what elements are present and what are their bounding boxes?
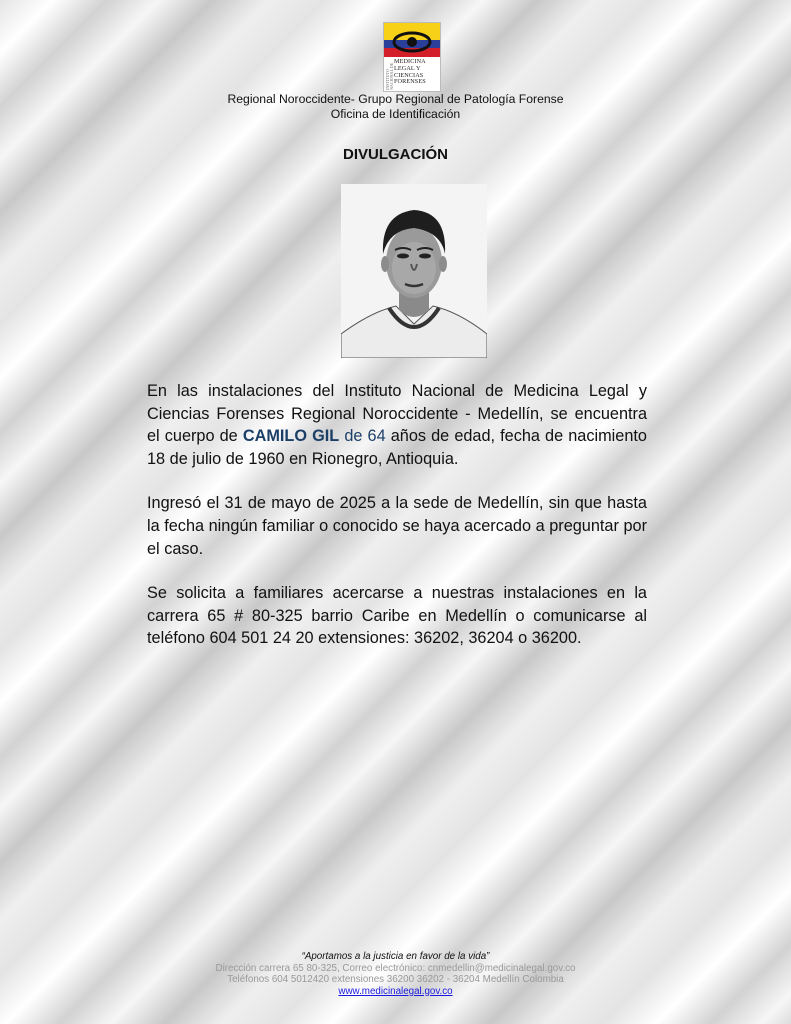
footer-address: Dirección carrera 65 80-325, Correo electrónico: cnmedellin@medicinalegal.gov.co — [215, 962, 576, 974]
notice-paragraph-3: Se solicita a familiares acercarse a nuestras instalaciones en la carrera 65 # 80-325 barrio Caribe en Medellín o comunicarse al teléfono 604 501 24 20 extensiones: 36202, 36204 o 36200. — [147, 584, 647, 648]
page-footer — [0, 951, 791, 997]
notice-paragraph-2: Ingresó el 31 de mayo de 2025 a la sede de Medellín, sin que hasta la fecha ningún familiar o conocido se haya acercado a preguntar por el caso. — [147, 494, 647, 558]
portrait-image — [341, 184, 487, 358]
notice-paragraph-1: En las instalaciones del Instituto Nacional de Medicina Legal y Ciencias Forenses Regional Noroccidente - Medellín, se encuentra el cuerpo de CAMILO GIL de 64 años de edad, fecha de nacimiento 18 de julio de 1960 en Rionegro, Antioquia. — [147, 382, 647, 468]
page-title: DIVULGACIÓN — [343, 146, 448, 163]
logo-vertical-text: INSTITUTO NACIONAL DE — [385, 62, 394, 90]
person-name: CAMILO GIL — [242, 427, 340, 446]
footer-phones: Teléfonos 604 5012420 extensiones 36200 36202 - 36204 Medellín Colombia — [227, 974, 564, 985]
institution-logo — [383, 22, 441, 92]
notice-body — [147, 380, 647, 672]
logo-eye-icon — [384, 23, 440, 57]
header-regional: Regional Noroccidente- Grupo Regional de Patología Forense — [227, 92, 564, 106]
header-office: Oficina de Identificación — [330, 106, 461, 121]
footer-website-link[interactable]: www.medicinalegal.gov.co — [338, 985, 453, 997]
logo-text: MEDICINA LEGAL Y CIENCIAS FORENSES — [394, 58, 426, 86]
person-age: de 64 — [339, 427, 386, 446]
person-photo — [341, 184, 487, 358]
footer-motto: “Aportamos a la justicia en favor de la vida” — [301, 951, 490, 962]
page-header — [0, 92, 791, 121]
